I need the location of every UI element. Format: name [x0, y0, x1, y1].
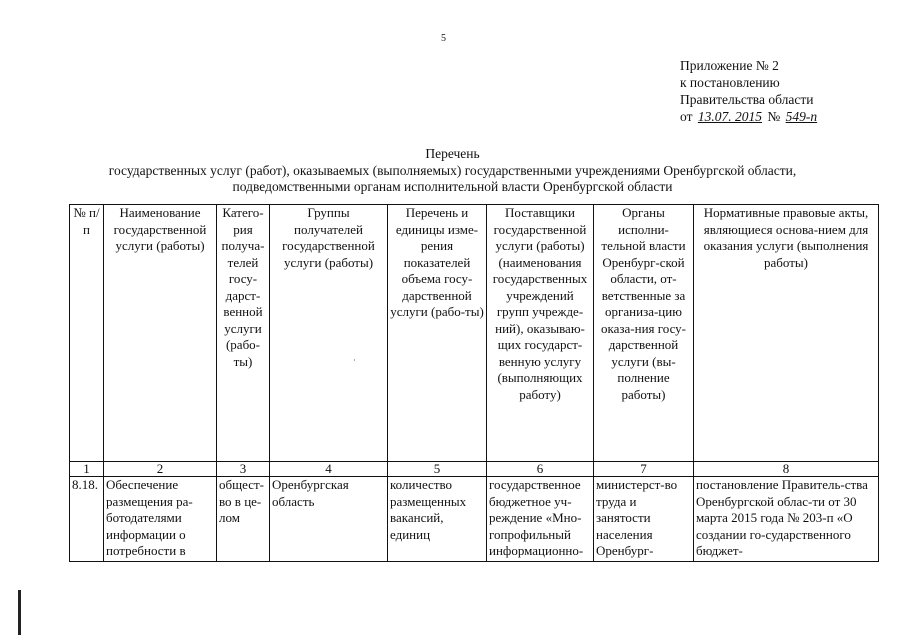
table-cell: 8.18. — [70, 477, 104, 562]
column-number: 1 — [70, 462, 104, 477]
scan-speck: · — [353, 356, 356, 365]
column-number: 2 — [104, 462, 217, 477]
services-table — [69, 204, 879, 562]
scan-edge-mark — [18, 590, 21, 635]
header-cell: Органы исполни-тельной власти Оренбург-ской области, от-ветственные за организа-цию оказа-ния госу-дарственной услуги (вы-полнение работы) — [594, 205, 694, 462]
header-cell: Группы получателей государственной услуги (работы) — [270, 205, 388, 462]
table-header-row — [70, 205, 879, 462]
column-number: 3 — [217, 462, 270, 477]
appendix-date-line — [680, 108, 819, 125]
table-cell: количество размещенных вакансий, единиц — [388, 477, 487, 562]
appendix-line-2: к постановлению — [680, 75, 780, 90]
table-cell: государственное бюджетное уч-реждение «Мно-гопрофильный информационно- — [487, 477, 594, 562]
page-number: 5 — [441, 33, 446, 44]
table-cell: Обеспечение размещения ра-ботодателями информации о потребности в — [104, 477, 217, 562]
table-cell: общест-во в це-лом — [217, 477, 270, 562]
title-line-2: государственных услуг (работ), оказываемых (выполняемых) государственными учреждениями Оренбургской области, — [108, 162, 797, 178]
header-cell: № п/п — [70, 205, 104, 462]
appendix-block — [680, 57, 819, 125]
header-cell: Катего-рия получа-телей госу-дарст-венной услуги (рабо-ты) — [217, 205, 270, 462]
table-cell: министерст-во труда и занятости населения Оренбург- — [594, 477, 694, 562]
table-cell: Оренбургская область — [270, 477, 388, 562]
table-cell: постановление Правитель-ства Оренбургской облас-ти от 30 марта 2015 года № 203-п «О создании го-сударственного бюджет- — [694, 477, 879, 562]
header-cell: Перечень и единицы изме-рения показателей объема госу-дарственной услуги (рабо-ты) — [388, 205, 487, 462]
number-value: 549-п — [785, 109, 818, 124]
header-cell: Поставщики государственной услуги (работы) (наименования государственных учреждений групп учрежде-ний), оказываю-щих государст-венную услугу (выполняющих работу) — [487, 205, 594, 462]
number-prefix: № — [767, 109, 781, 124]
title-line-1: Перечень — [425, 146, 480, 161]
column-number: 8 — [694, 462, 879, 477]
header-cell: Наименование государственной услуги (работы) — [104, 205, 217, 462]
column-number: 6 — [487, 462, 594, 477]
appendix-line-3: Правительства области — [680, 92, 814, 107]
column-number: 7 — [594, 462, 694, 477]
document-title — [0, 146, 905, 196]
column-number-row — [70, 462, 879, 477]
appendix-line-1: Приложение № 2 — [680, 58, 779, 73]
column-number: 4 — [270, 462, 388, 477]
title-line-3: подведомственными органам исполнительной власти Оренбургской области — [232, 179, 673, 194]
date-prefix: от — [680, 109, 693, 124]
column-number: 5 — [388, 462, 487, 477]
table-row — [70, 477, 879, 562]
header-cell: Нормативные правовые акты, являющиеся основа-нием для оказания услуги (выполнения работы) — [694, 205, 879, 462]
date-value: 13.07. 2015 — [697, 109, 762, 124]
